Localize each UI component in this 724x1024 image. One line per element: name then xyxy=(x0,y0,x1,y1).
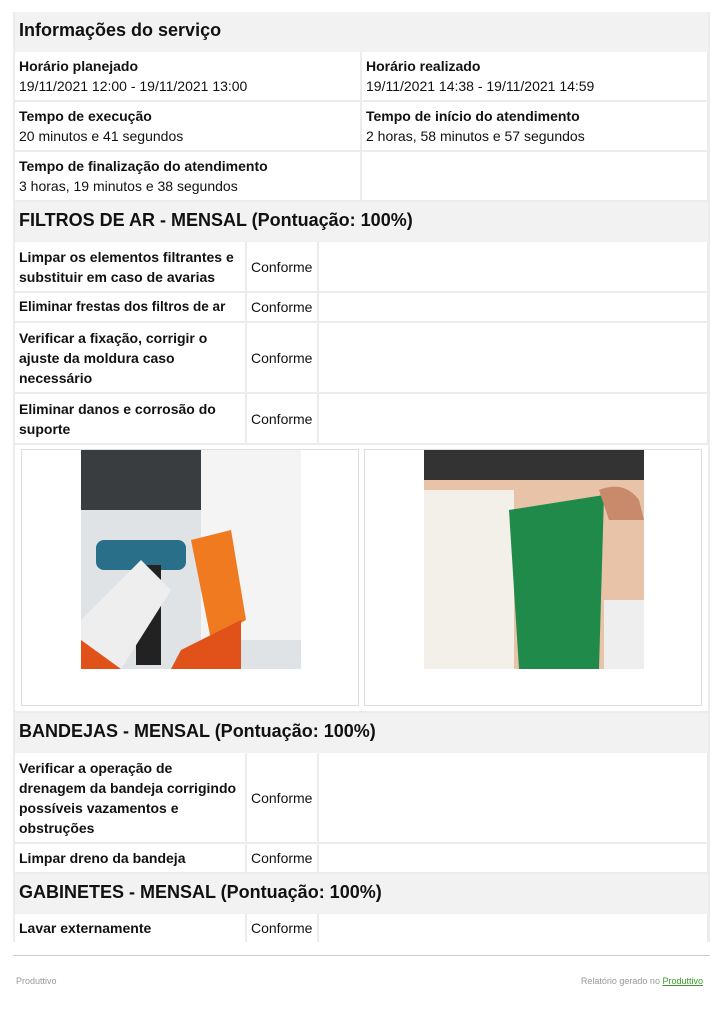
checklist-row xyxy=(15,394,708,443)
item-label: Eliminar danos e corrosão do suporte xyxy=(15,394,245,443)
item-label: Eliminar frestas dos filtros de ar xyxy=(15,293,245,321)
photo-frame[interactable] xyxy=(364,449,702,706)
item-notes xyxy=(319,844,707,872)
field-value: 2 horas, 58 minutos e 57 segundos xyxy=(366,128,585,144)
info-field xyxy=(15,52,360,100)
item-status: Conforme xyxy=(247,242,317,291)
checklist-row xyxy=(15,914,708,942)
item-status: Conforme xyxy=(247,753,317,842)
item-status: Conforme xyxy=(247,293,317,321)
item-notes xyxy=(319,293,707,321)
info-grid xyxy=(15,52,708,200)
footer-credit xyxy=(581,976,703,986)
field-value: 19/11/2021 12:00 - 19/11/2021 13:00 xyxy=(19,78,248,94)
field-label: Horário planejado xyxy=(19,58,139,74)
item-label: Verificar a operação de drenagem da bandeja corrigindo possíveis vazamentos e obstruções xyxy=(15,753,245,842)
field-label: Tempo de execução xyxy=(19,108,152,124)
photo-gallery xyxy=(15,445,708,711)
item-notes xyxy=(319,394,707,443)
item-label: Lavar externamente xyxy=(15,914,245,942)
footer-credit-text: Relatório gerado no xyxy=(580,976,660,986)
field-label: Tempo de início do atendimento xyxy=(366,108,580,124)
report xyxy=(13,12,710,942)
item-status: Conforme xyxy=(247,394,317,443)
field-value: 20 minutos e 41 segundos xyxy=(19,128,184,144)
info-field xyxy=(15,152,360,200)
item-notes xyxy=(319,242,707,291)
checklist-row xyxy=(15,753,708,842)
item-status: Conforme xyxy=(247,323,317,392)
checklist-row xyxy=(15,323,708,392)
section-title: FILTROS DE AR - MENSAL (Pontuação: 100%) xyxy=(15,202,708,242)
item-status: Conforme xyxy=(247,844,317,872)
section-title: GABINETES - MENSAL (Pontuação: 100%) xyxy=(15,874,708,914)
checklist-row xyxy=(15,844,708,872)
section-title-info: Informações do serviço xyxy=(15,12,708,52)
item-status: Conforme xyxy=(247,914,317,942)
footer-produttivo-link[interactable]: Produttivo xyxy=(662,976,703,986)
info-field xyxy=(362,52,707,100)
empty-cell xyxy=(362,152,707,200)
photo-technician-drill xyxy=(81,450,301,669)
field-label: Horário realizado xyxy=(366,58,481,74)
checklist-row xyxy=(15,293,708,321)
item-label: Limpar dreno da bandeja xyxy=(15,844,245,872)
footer-brand: Produttivo xyxy=(16,976,57,986)
item-label: Limpar os elementos filtrantes e substituir em caso de avarias xyxy=(15,242,245,291)
field-value: 19/11/2021 14:38 - 19/11/2021 14:59 xyxy=(366,78,595,94)
field-label: Tempo de finalização do atendimento xyxy=(19,158,268,174)
field-value: 3 horas, 19 minutos e 38 segundos xyxy=(19,178,238,194)
photo-frame[interactable] xyxy=(21,449,359,706)
checklist-row xyxy=(15,242,708,291)
item-notes xyxy=(319,323,707,392)
photo-circuit-board xyxy=(424,450,644,669)
info-field xyxy=(15,102,360,150)
section-title: BANDEJAS - MENSAL (Pontuação: 100%) xyxy=(15,713,708,753)
item-notes xyxy=(319,753,707,842)
item-notes xyxy=(319,914,707,942)
item-label: Verificar a fixação, corrigir o ajuste da moldura caso necessário xyxy=(15,323,245,392)
info-field xyxy=(362,102,707,150)
footer-divider xyxy=(13,955,710,956)
